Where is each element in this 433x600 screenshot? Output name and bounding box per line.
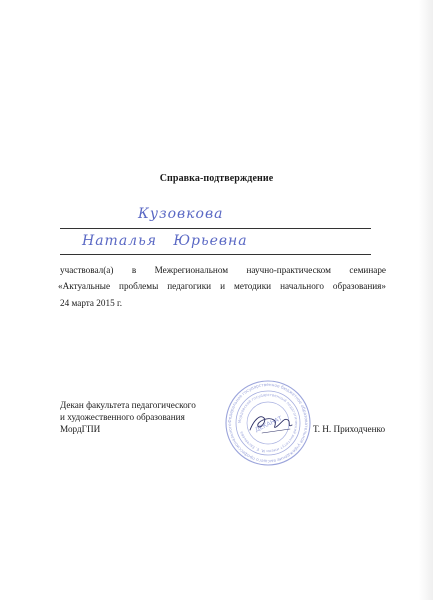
stamp-center-text: ДЕКАНАТ <box>253 415 284 434</box>
given-names-underline <box>60 254 371 255</box>
handwritten-given-names: Наталья Юрьевна <box>82 233 248 249</box>
signatory-name: Т. Н. Приходченко <box>313 424 386 434</box>
stamp-outer-ring-text: Федеральное государственное бюджетное образовательное учреждение высшего профессионального <box>226 381 310 465</box>
handwritten-surname: Кузовкова <box>138 206 224 222</box>
signatory-title-line: Декан факультета педагогического <box>60 400 196 410</box>
document-title: Справка-подтверждение <box>159 173 274 184</box>
surname-underline <box>60 228 371 229</box>
stamp-inner-ring-text: Мордовский государственный педагогический институт имени М. Е. Евсевьева <box>236 391 300 455</box>
page-edge-shadow <box>419 0 433 600</box>
signatory-title-line: МордГПИ <box>60 424 101 434</box>
body-line: участвовал(а) в Межрегиональном научно-практическом семинаре <box>60 265 386 275</box>
body-line: 24 марта 2015 г. <box>60 298 122 308</box>
body-line: «Актуальные проблемы педагогики и методики начального образования» <box>58 281 386 291</box>
handwritten-signature <box>246 408 298 438</box>
signatory-title-line: и художественного образования <box>60 412 185 422</box>
